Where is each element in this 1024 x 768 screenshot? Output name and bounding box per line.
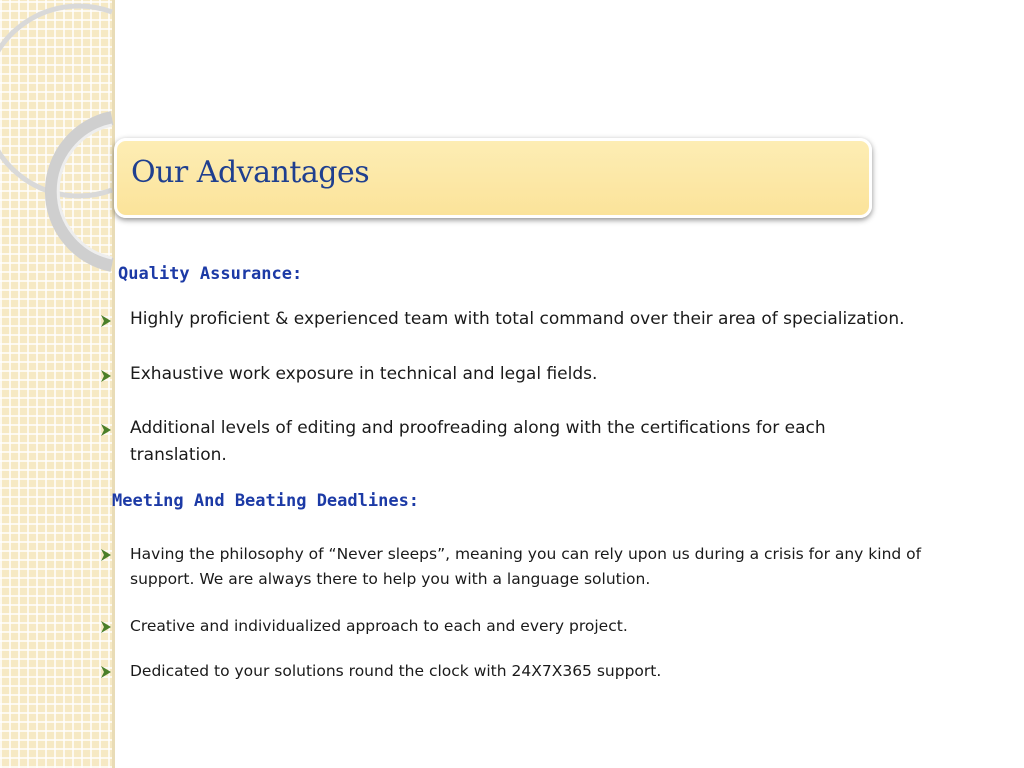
bullet-item xyxy=(100,542,990,592)
slide-title: Our Advantages xyxy=(131,155,370,190)
decorative-side-band xyxy=(0,0,112,768)
bullet-item xyxy=(100,614,990,639)
arrow-bullet-icon xyxy=(100,314,112,328)
arrow-bullet-icon xyxy=(100,665,112,679)
bullet-text: Creative and individualized approach to each and every project. xyxy=(130,617,628,635)
arrow-bullet-icon xyxy=(100,423,112,437)
title-banner xyxy=(114,138,872,218)
section-heading-deadlines: Meeting And Beating Deadlines: xyxy=(112,491,420,511)
bullet-text: Highly proficient & experienced team with total command over their area of specialization. xyxy=(130,309,905,329)
arrow-bullet-icon xyxy=(100,369,112,383)
bullet-text: Having the philosophy of “Never sleeps”, meaning you can rely upon us during a crisis for any kind of support. We are always there to help you with a language solution. xyxy=(130,545,922,588)
bullet-text: Additional levels of editing and proofreading along with the certifications for each translation. xyxy=(130,418,826,465)
bullet-item xyxy=(100,306,990,333)
bullet-text: Dedicated to your solutions round the clock with 24X7X365 support. xyxy=(130,662,662,680)
arrow-bullet-icon xyxy=(100,548,112,562)
bullet-item xyxy=(100,415,900,469)
bullet-item xyxy=(100,659,990,684)
arrow-bullet-icon xyxy=(100,620,112,634)
bullet-item xyxy=(100,361,990,388)
bullet-text: Exhaustive work exposure in technical and legal fields. xyxy=(130,364,598,384)
section-heading-quality-assurance: Quality Assurance: xyxy=(118,264,303,284)
